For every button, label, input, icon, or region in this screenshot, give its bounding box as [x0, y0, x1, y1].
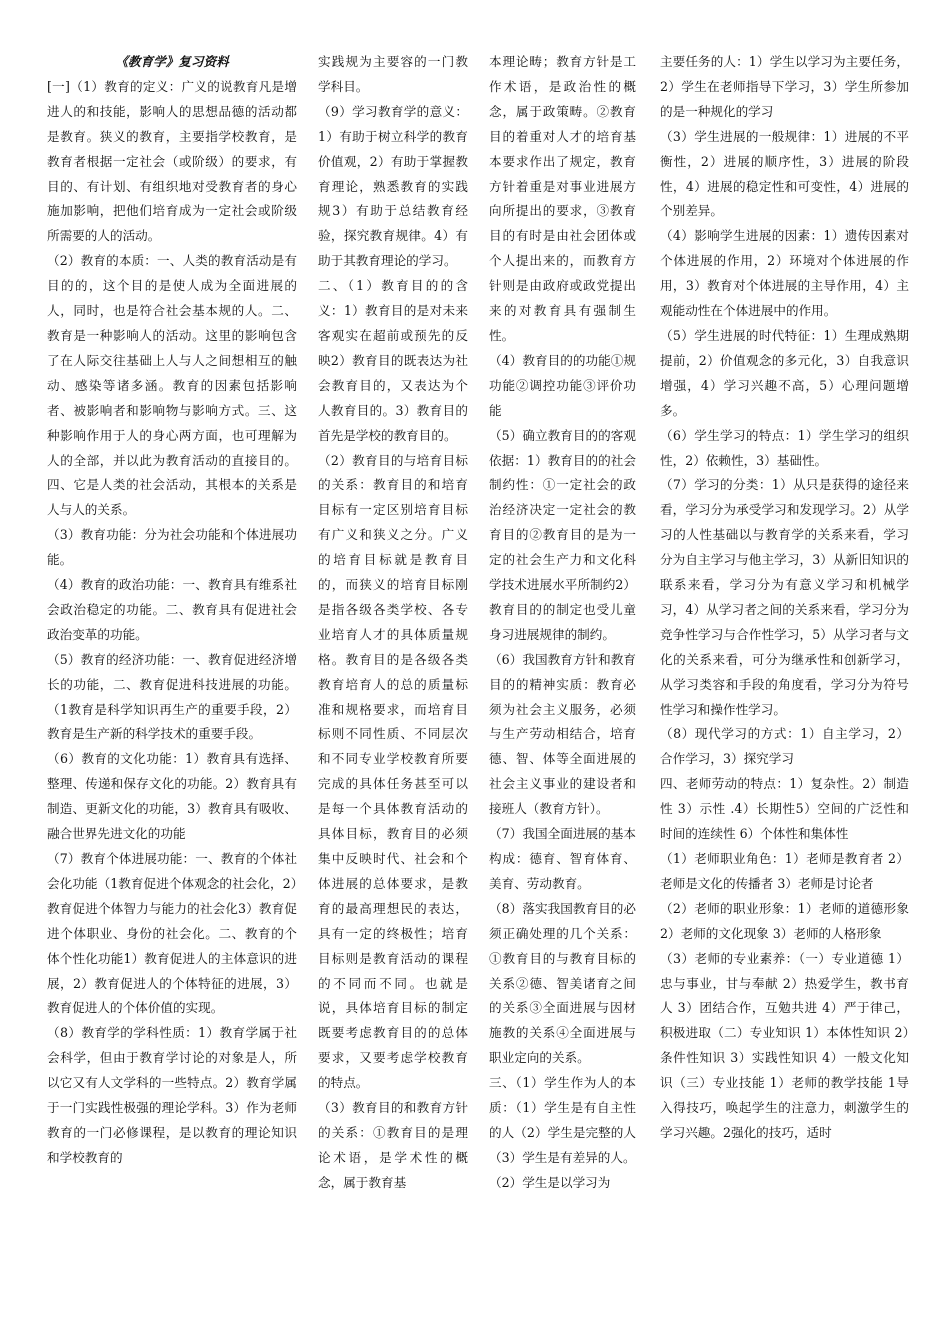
paragraph: （2）学生是以学习为 [489, 1174, 611, 1190]
paragraph: （4）教育目的的功能①规功能②调控功能③评价功能 [489, 352, 636, 418]
paragraph: （8）落实我国教育目的必须正确处理的几个关系：①教育目的与教育目标的关系②德、智美诸育之间的关系③全面进展与因材施教的关系④全面进展与职业定向的关系。 [489, 900, 636, 1066]
paragraph: （5）确立教育目的的客观依据：1）教育目的的社会制约性：①一定社会的政治经济决定一定社会的教育目的②教育目的是为一定的社会生产力和文化科学技术进展水平所制约2）教育目的的制定也受儿童身习进展规律的制约。 [489, 427, 636, 642]
paragraph: 四、老师劳动的特点：1）复杂性。2）制造性 3）示性 .4）长期性5）空间的广泛性和时间的连续性 6）个体性和集体性 [660, 776, 909, 842]
column-1 [47, 50, 297, 1171]
paragraph: （3）老师的专业素养：（一）专业道德 1）忠与事业，甘与奉献 2）热爱学生，教书育人 3）团结合作，互勉共进 4）严于律己，积极进取（二）专业知识 1）本体性知识 2）条件性知识 3）实践性知识 4）一般文化知识（三）专业技能 1）老师的教学技能 1导入得技巧，唤起学生的注意力，刺激学生的学习兴趣。2强化的技巧，适时 [660, 950, 909, 1140]
paragraph: （2）教育的本质：一、人类的教育活动是有目的的，这个目的是使人成为全面进展的人，同时，也是符合社会基本规的人。二、教育是一种影响人的活动。这里的影响包含了在人际交往基础上人与人之间想相互的触动、感染等诸多涵。教育的因素包括影响者、被影响者和影响物与影响方式。三、这种影响作用于人的身心两方面，也可理解为人的全部，并以此为教育活动的直接目的。四、它是人类的社会活动，其根本的关系是人与人的关系。 [47, 253, 297, 518]
paragraph: （3）教育功能：分为社会功能和个体进展功能。 [47, 527, 297, 568]
paragraph: （3）学生进展的一般规律：1）进展的不平衡性，2）进展的顺序性，3）进展的阶段性，4）进展的稳定性和可变性，4）进展的个别差异。 [660, 128, 909, 219]
paragraph: （6）学生学习的特点：1）学生学习的组织性，2）依赖性，3）基础性。 [660, 427, 909, 468]
column-2 [318, 50, 468, 1196]
paragraph: （8）教育学的学科性质：1）教育学属于社会科学，但由于教育学讨论的对象是人，所以它又有人文学科的一些特点。2）教育学属于一门实践性极强的理论学科。3）作为老师教育的一门必修课程，是以教育的理论知识和学校教育的 [47, 1025, 297, 1165]
paragraph: 三、（1）学生作为人的本质：（1）学生是有自主性的人（2）学生是完整的人（3）学生是有差异的人。 [489, 1075, 636, 1165]
paragraph: （7）学习的分类：1）从只是获得的途径来看，学习分为承受学习和发现学习。2）从学习的人性基础以与教育学的关系来看，学习分为自主学习与他主学习，3）从新旧知识的联系来看，学习分为有意义学习和机械学习，4）从学习者之间的关系来看，学习分为竞争性学习与合作性学习，5）从学习者与文化的关系来看，可分为继承性和创新学习，从学习类容和手段的角度看，学习分为符号性学习和操作性学习。 [660, 477, 909, 717]
paragraph: （6）我国教育方针和教育目的的精神实质：教育必须为社会主义服务，必须与生产劳动相结合，培育德、智、体等全面进展的社会主义事业的建设者和接班人（教育方针）。 [489, 651, 636, 817]
paragraph: （4）影响学生进展的因素：1）遗传因素对个体进展的作用，2）环境对个体进展的作用，3）教育对个体进展的主导作用，4）主观能动性在个体进展中的作用。 [660, 228, 909, 319]
paragraph: （6）教育的文化功能：1）教育具有选择、整理、传递和保存文化的功能。2）教育具有制造、更新文化的功能，3）教育具有吸收、融合世界先进文化的功能 [47, 751, 297, 842]
paragraph: （3）教育目的和教育方针的关系：①教育目的是理论术语，是学术性的概念，属于教育基 [318, 1100, 468, 1190]
paragraph: （2）老师的职业形象：1）老师的道德形象 2）老师的文化现象 3）老师的人格形象 [660, 900, 914, 941]
paragraph: （8）现代学习的方式：1）自主学习，2）合作学习，3）探究学习 [660, 726, 909, 767]
paragraph: （7）我国全面进展的基本构成：德育、智育体育、美育、劳动教育。 [489, 826, 636, 891]
paragraph: （5）学生进展的时代特征：1）生理成熟期提前，2）价值观念的多元化，3）自我意识增强，4）学习兴趣不高，5）心理问题增多。 [660, 327, 909, 418]
paragraph: （2）教育目的与培育目标的关系：教育目的和培育目标有一定区别培育目标有广义和狭义之分。广义的培育目标就是教育目的，而狭义的培育目标刚是指各级各类学校、各专业培育人才的具体质量规格。教育目的是各级各类教育培育人的总的质量标准和规格要求，而培育目标则不同性质、不同层次和不同专业学校教育所要完成的具体任务甚至可以是每一个具体教育活动的具体目标，教育目的必须集中反映时代、社会和个体进展的总体要求，是教育的最高理想民的表达，具有一定的终极性；培育目标则是教育活动的课程的不同而不同。也就是说，具体培育目标的制定既要考虑教育目的的总体要求，又要考虑学校教育的特点。 [318, 452, 468, 1091]
paragraph: （1）老师职业角色：1）老师是教育者 2）老师是文化的传播者 3）老师是讨论者 [660, 851, 909, 891]
paragraph: 本理论畴；教育方针是工作术语，是政治性的概念，属于政策畴。②教育目的着重对人才的培育基本要求作出了规定，教育方针着重是对事业进展方向所提出的要求，③教育目的有时是由社会团体或个人提出来的，而教育方针则是由政府或政党提出来的对教育具有强制生性。 [489, 54, 636, 343]
document-title: 《教育学》复习资料 [115, 54, 229, 69]
paragraph: 实践规为主要容的一门教学科目。 [318, 54, 468, 94]
paragraph: （5）教育的经济功能：一、教育促进经济增长的功能，二、教育促进科技进展的功能。（1教育是科学知识再生产的重要手段，2）教育是生产新的科学技术的重要手段。 [47, 651, 297, 742]
paragraph: 主要任务的人：1）学生以学习为主要任务，2）学生在老师指导下学习，3）学生所参加的是一种规化的学习 [660, 54, 909, 119]
column-3 [489, 50, 636, 1196]
paragraph: （7）教育个体进展功能：一、教育的个体社会化功能（1教育促进个体观念的社会化，2）教育促进个体智力与能力的社会化3）教育促进个体职业、身份的社会化。二、教育的个体个性化功能1）教育促进人的主体意识的进展，2）教育促进人的个体特征的进展，3）教育促进人的个体价值的实现。 [47, 851, 297, 1016]
paragraph: [一]（1）教育的定义：广义的说教育凡是增进人的和技能，影响人的思想品德的活动都是教育。狭义的教育，主要指学校教育，是教育者根据一定社会（或阶级）的要求，有目的、有计划、有组织地对受教育者的身心施加影响，把他们培育成为一定社会或阶级所需要的人的活动。 [47, 78, 297, 244]
paragraph: （4）教育的政治功能：一、教育具有维系社会政治稳定的功能。二、教育具有促进社会政治变革的功能。 [47, 577, 297, 642]
column-4 [660, 50, 914, 1146]
paragraph: （9）学习教育学的意义：1）有助于树立科学的教育价值观，2）有助于掌握教育理论，熟悉教育的实践规3）有助于总结教育经验，探究教育规律。4）有助于其教育理论的学习。 [318, 103, 468, 269]
paragraph: 二、（1）教育目的的含义：1）教育目的是对未来客观实在超前或预先的反映2）教育目的既表达为社会教育目的，又表达为个人教育目的。3）教育目的首先是学校的教育目的。 [318, 278, 468, 443]
